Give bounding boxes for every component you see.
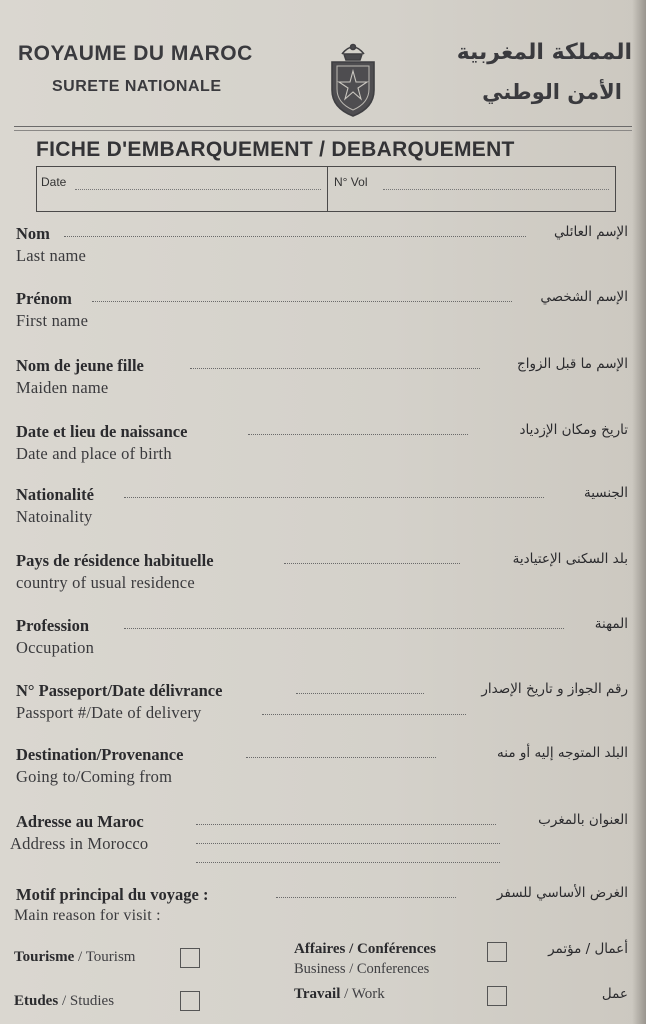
option-business-fr: Affaires / Conférences (294, 941, 436, 957)
field-label-en: Last name (16, 246, 87, 265)
date-line[interactable] (75, 189, 321, 190)
birth-line[interactable] (248, 434, 468, 435)
option-work (294, 986, 385, 1003)
option-work-fr: Travail (294, 986, 341, 1002)
service-title-ar: الأمن الوطني (482, 80, 622, 104)
option-studies-en: / Studies (61, 993, 115, 1009)
work-checkbox[interactable] (487, 986, 507, 1006)
field-label-fr: Destination/Provenance (16, 745, 184, 764)
field-label-fr: Adresse au Maroc (16, 812, 144, 831)
reason-line (276, 897, 456, 898)
flight-number-line[interactable] (383, 189, 609, 190)
last-name-line[interactable] (64, 236, 526, 237)
field-label-ar: رقم الجواز و تاريخ الإصدار (481, 681, 628, 697)
field-label-en: Address in Morocco (10, 834, 149, 853)
date-label: Date (41, 175, 67, 189)
address-line-2[interactable] (196, 843, 500, 844)
field-label-en: Going to/Coming from (16, 767, 173, 786)
date-flight-box (36, 166, 616, 212)
field-label-en: Maiden name (16, 378, 109, 397)
field-label-ar: العنوان بالمغرب (538, 812, 628, 828)
field-birth (0, 422, 646, 480)
field-label-fr: Profession (16, 616, 90, 635)
field-label-fr: Motif principal du voyage : (16, 885, 209, 904)
option-studies-fr: Etudes (14, 993, 59, 1009)
field-label-ar: البلد المتوجه إليه أو منه (497, 745, 628, 761)
option-business-en: Business / Conferences (294, 961, 430, 977)
field-label-fr: Prénom (16, 289, 72, 308)
option-work-ar: عمل (601, 986, 628, 1002)
field-maiden-name (0, 356, 646, 414)
field-label-en: Occupation (16, 638, 95, 657)
field-label-en: Passport #/Date of delivery (16, 703, 202, 722)
field-residence-country (0, 551, 646, 609)
field-reason (0, 885, 646, 943)
flight-number-label: N° Vol (334, 175, 368, 189)
form-title: FICHE D'EMBARQUEMENT / DEBARQUEMENT (36, 138, 515, 161)
field-label-en: Natoinality (16, 507, 93, 526)
address-line[interactable] (196, 824, 496, 825)
field-nationality (0, 485, 646, 543)
kingdom-title-fr: ROYAUME DU MAROC (18, 42, 253, 65)
option-business-ar: أعمال / مؤتمر (548, 941, 628, 957)
field-label-ar: الإسم العائلي (553, 224, 628, 240)
field-label-fr: Nom (16, 224, 50, 243)
studies-checkbox[interactable] (180, 991, 200, 1011)
maiden-name-line[interactable] (190, 368, 480, 369)
address-line-3[interactable] (196, 862, 500, 863)
moroccan-coat-of-arms-icon (326, 38, 380, 118)
option-tourism-en: / Tourism (78, 949, 136, 965)
service-title-fr: SURETE NATIONALE (52, 78, 222, 95)
header-divider (14, 126, 632, 127)
option-studies (14, 993, 114, 1010)
first-name-line[interactable] (92, 301, 512, 302)
field-destination (0, 745, 646, 803)
option-business (294, 941, 436, 958)
option-tourism (14, 949, 135, 966)
kingdom-title-ar: المملكة المغربية (456, 40, 632, 65)
field-label-ar: المهنة (594, 616, 628, 632)
field-label-ar: تاريخ ومكان الإزدياد (519, 422, 628, 438)
field-label-en: country of usual residence (16, 573, 195, 592)
field-label-ar: الإسم الشخصي (540, 289, 628, 305)
field-label-fr: Date et lieu de naissance (16, 422, 188, 441)
residence-country-line[interactable] (284, 563, 460, 564)
passport-line[interactable] (296, 693, 424, 694)
field-label-ar: بلد السكنى الإعتيادية (512, 551, 628, 567)
destination-line[interactable] (246, 757, 436, 758)
tourism-checkbox[interactable] (180, 948, 200, 968)
field-label-fr: N° Passeport/Date délivrance (16, 681, 223, 700)
field-occupation (0, 616, 646, 674)
field-label-ar: الغرض الأساسي للسفر (496, 885, 628, 901)
field-label-en: Date and place of birth (16, 444, 172, 463)
option-business-en-row (294, 961, 429, 978)
option-tourism-fr: Tourisme (14, 949, 75, 965)
field-label-fr: Nom de jeune fille (16, 356, 144, 375)
field-label-ar: الجنسية (583, 485, 628, 501)
field-label-ar: الإسم ما قبل الزواج (516, 356, 628, 372)
passport-line-2[interactable] (262, 714, 466, 715)
occupation-line[interactable] (124, 628, 564, 629)
option-work-en: / Work (344, 986, 385, 1002)
field-label-en: Main reason for visit : (14, 907, 161, 924)
field-passport (0, 681, 646, 739)
nationality-line[interactable] (124, 497, 544, 498)
field-label-fr: Pays de résidence habituelle (16, 551, 214, 570)
header-divider-thin (14, 130, 632, 131)
field-label-en: First name (16, 311, 89, 330)
field-label-fr: Nationalité (16, 485, 94, 504)
business-checkbox[interactable] (487, 942, 507, 962)
field-first-name (0, 289, 646, 347)
field-address (0, 812, 646, 868)
field-last-name (0, 224, 646, 282)
box-divider (327, 167, 328, 211)
